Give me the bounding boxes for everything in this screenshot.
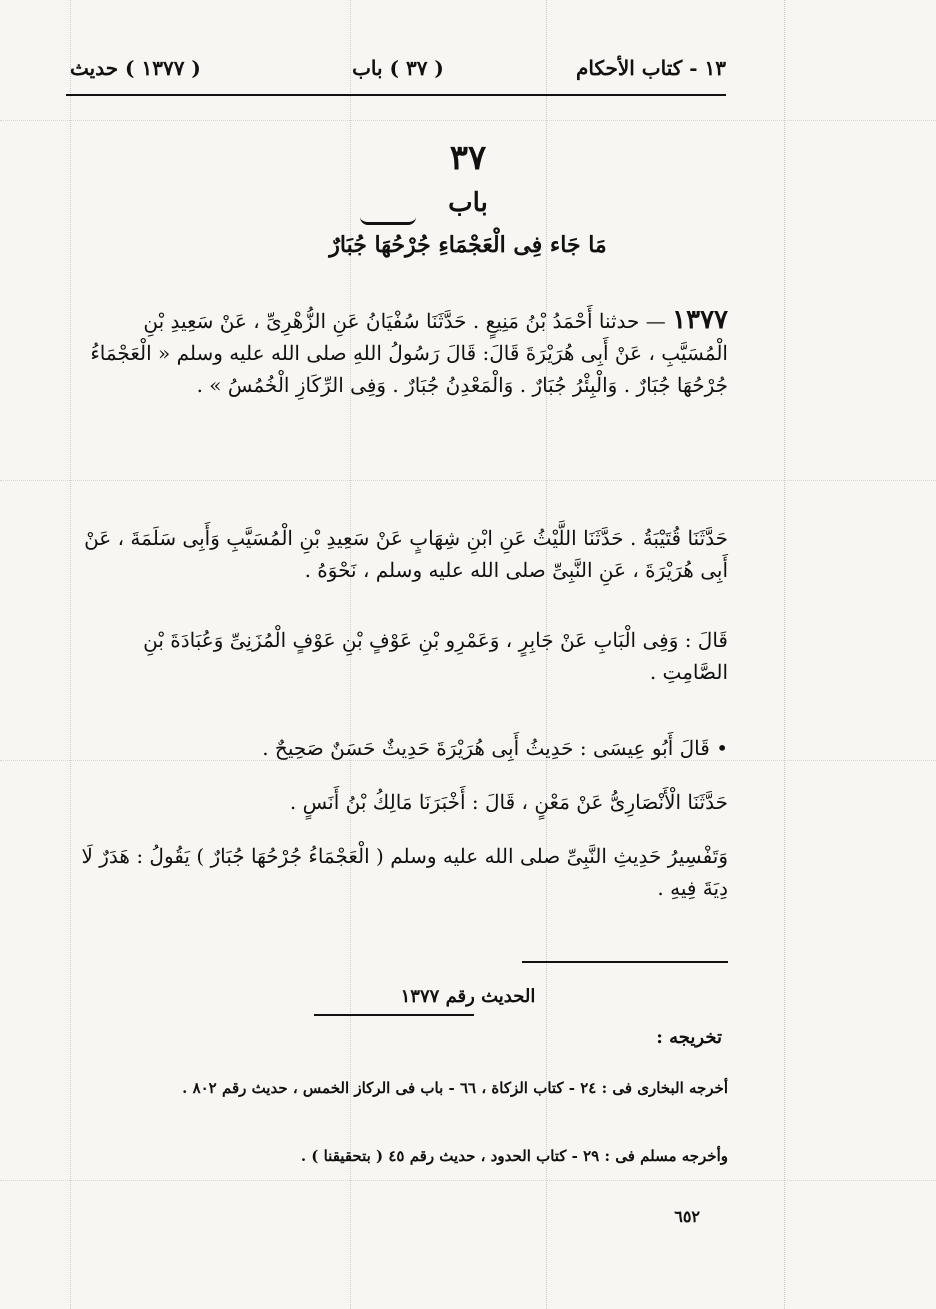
grid-guide — [0, 120, 936, 121]
bab-underline — [360, 216, 416, 225]
hadith-paragraph-5 — [74, 786, 728, 818]
hadith-paragraph-6 — [74, 840, 728, 904]
hadith-paragraph-3 — [74, 624, 728, 688]
grid-guide — [0, 1180, 936, 1181]
chapter-number: ٣٧ — [449, 138, 487, 178]
hadith-paragraph-4 — [74, 732, 728, 764]
paragraph-text: • قَالَ أَبُو عِيسَى : حَدِيثُ أَبِى هُرَيْرَةَ حَدِيثٌ حَسَنٌ صَحِيحٌ . — [262, 736, 728, 760]
paragraph-text: حَدَّثَنَا قُتَيْبَةُ . حَدَّثَنَا اللَّيْثُ عَنِ ابْنِ شِهَابٍ عَنْ سَعِيدِ بْنِ الْمُسَيَّبِ وَأَبِى سَلَمَةَ ، عَنْ أَبِى هُرَيْرَةَ ، عَنِ النَّبِىِّ صلى الله عليه وسلم ، نَحْوَهُ . — [84, 526, 728, 582]
chapter-bab-label: باب — [448, 188, 488, 218]
hadith-paragraph-2 — [74, 522, 728, 586]
grid-guide — [0, 480, 936, 481]
header-hadith-number: ( ١٣٧٧ ) حديث — [70, 56, 201, 80]
page-number: ٦٥٢ — [674, 1207, 700, 1226]
footnote-line-1: أخرجه البخارى فى : ٢٤ - كتاب الزكاة ، ٦٦ - باب فى الركاز الخمس ، حديث رقم ٨٠٢ . — [182, 1079, 728, 1097]
paragraph-text: حَدَّثَنَا الْأَنْصَارِىُّ عَنْ مَعْنٍ ، قَالَ : أَخْبَرَنَا مَالِكُ بْنُ أَنَسٍ . — [289, 790, 728, 814]
paragraph-text: قَالَ : وَفِى الْبَابِ عَنْ جَابِرٍ ، وَعَمْرِو بْنِ عَوْفٍ بْنِ عَوْفٍ الْمُزَنِىِّ وَعُبَادَةَ بْنِ الصَّامِتِ . — [143, 628, 728, 684]
hadith-paragraph-1 — [74, 304, 728, 401]
header-rule — [66, 94, 726, 96]
header-book-title: ١٣ - كتاب الأحكام — [576, 56, 726, 80]
footnote-line-2: وأخرجه مسلم فى : ٢٩ - كتاب الحدود ، حديث رقم ٤٥ ( بتحقيقنا ) . — [300, 1147, 728, 1165]
footnote-heading-underline — [314, 1014, 474, 1016]
header-bab-number: ( ٣٧ ) باب — [352, 56, 444, 80]
hadith-text: — حدثنا أَحْمَدُ بْنُ مَنِيعٍ . حَدَّثَنَا سُفْيَانُ عَنِ الزُّهْرِىِّ ، عَنْ سَعِيدِ بْنِ الْمُسَيَّبِ ، عَنْ أَبِى هُرَيْرَةَ قَالَ: قَالَ رَسُولُ اللهِ صلى الله عليه وسلم « الْعَجْمَاءُ جُرْحُهَا جُبَارٌ . وَالْبِئْرُ جُبَارٌ . وَالْمَعْدِنُ جُبَارٌ . وَفِى الرِّكَازِ الْخُمُسُ » . — [90, 309, 728, 397]
footnote-heading: الحديث رقم ١٣٧٧ — [400, 986, 536, 1007]
hadith-number: ١٣٧٧ — [672, 305, 728, 335]
footnote-separator — [522, 961, 728, 963]
running-header — [70, 56, 726, 90]
chapter-title: مَا جَاء فِى الْعَجْمَاءِ جُرْحُهَا جُبَارٌ — [329, 232, 607, 258]
takhrij-title: تخريجه : — [656, 1027, 722, 1048]
paragraph-text: وَتَفْسِيرُ حَدِيثِ النَّبِىِّ صلى الله عليه وسلم ( الْعَجْمَاءُ جُرْحُهَا جُبَارٌ ) يَقُولُ : هَدَرٌ لَا دِيَةَ فِيهِ . — [81, 844, 728, 900]
